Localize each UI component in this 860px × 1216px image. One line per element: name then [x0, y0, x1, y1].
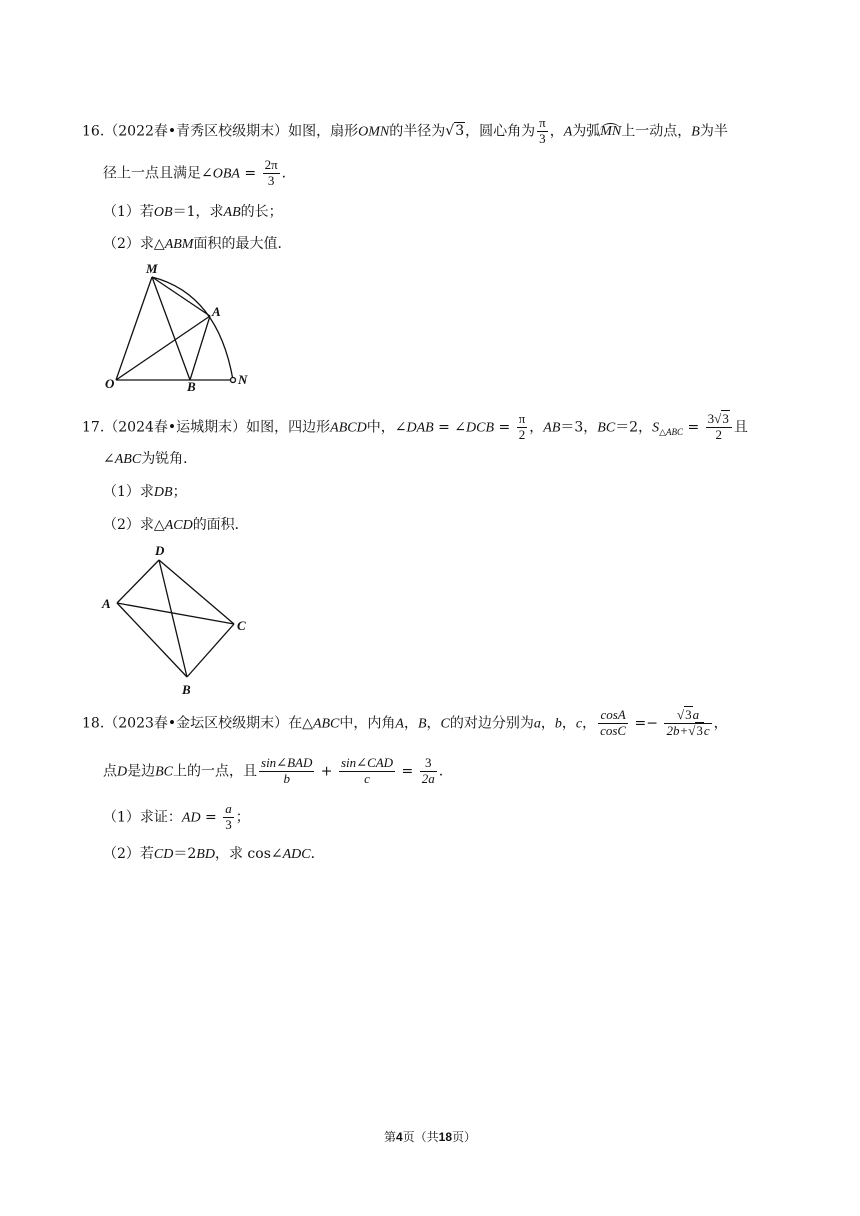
p18-q1: （1）求证：AD = $\frac{a}{3}$ ； [103, 801, 250, 832]
p16-text: 径上一点且满足∠ [103, 165, 213, 182]
p16-var: OMN [358, 124, 390, 140]
label-N: N [238, 372, 248, 387]
segment-OM [116, 277, 152, 380]
p18-source: （2023春•金坛区校级期末） [104, 715, 289, 732]
p17-figure [98, 540, 258, 704]
p18-number: 18. [82, 715, 105, 732]
segment-BA [190, 316, 210, 380]
total-pages: 18 [438, 1130, 453, 1144]
p16-var: B [691, 124, 700, 140]
p17-source: （2024春•运城期末） [104, 419, 247, 436]
point-N [231, 378, 236, 383]
label-M: M [146, 261, 158, 276]
p16-text: 上一动点， [621, 123, 692, 140]
label-O: O [105, 376, 115, 391]
label-A: A [102, 596, 111, 611]
p16-q2: （2）求△ABM面积的最大值． [103, 236, 292, 252]
p17-frac-pi2: $\frac{\pi}{2}$ [518, 411, 526, 442]
p18-frac-sinCAD: $\frac{\text{sin∠CAD}}{c}$ [341, 755, 394, 786]
label-D: D [155, 543, 165, 558]
label-A: A [212, 304, 221, 319]
p16-line2: 径上一点且满足∠OBA = $\frac{2\pi}{3}$ . [103, 157, 287, 188]
p16-text: 的半径为 [389, 123, 446, 140]
p16-text: ， [549, 123, 564, 140]
p17-line2: ∠ABC为锐角． [103, 451, 198, 467]
p16-q1: （1）若OB＝1，求AB的长； [103, 204, 283, 220]
diagonal-DB [159, 560, 187, 677]
p18-line2: 点D是边BC上的一点，且 $\frac{\text{sin∠BAD}}{b}$ + $\frac{\text{sin∠CAD}}{c}$ = $\frac{3}{2a}$ . [103, 755, 444, 786]
page-number: 4 [395, 1130, 403, 1144]
p18-q2: （2）若CD＝2BD，求 cos∠ADC． [103, 846, 325, 862]
p16-text: ，圆心角为 [465, 123, 536, 140]
p17-line1: 17.（2024春•运城期末）如图，四边形ABCD中，∠DAB = ∠DCB = $\frac{\pi}{2}$ ，AB＝3，BC＝2，$S_{\triangle ABC}$ = $\frac{3√3}{2}$ 且 [82, 411, 748, 442]
p17-number: 17. [82, 419, 105, 436]
p18-frac-rhs: $\frac{√3a}{2b+√3c}$ [666, 707, 710, 738]
quadrilateral-diagram [98, 540, 258, 700]
p16-text: 为半 [699, 123, 728, 140]
label-B: B [187, 379, 196, 394]
chord-MA [152, 277, 210, 316]
p18-frac-cos: $\frac{\cos A}{\cos C}$ [600, 707, 627, 738]
p18-frac-3-2a: $\frac{3}{2a}$ [421, 755, 435, 786]
p17-q2: （2）求△ACD的面积． [103, 517, 249, 533]
p17-q1: （1）求DB； [103, 484, 187, 500]
p18-frac-a3: $\frac{a}{3}$ [225, 801, 232, 832]
p16-source: （2022春•青秀区校级期末） [104, 123, 289, 140]
p16-frac-pi3: $\frac{\pi}{3}$ [539, 115, 546, 146]
sector-diagram [100, 260, 260, 394]
p18-frac-sinBAD: $\frac{\text{sin∠BAD}}{b}$ [261, 755, 313, 786]
p16-text: 如图，扇形 [288, 123, 359, 140]
segment-MB [152, 277, 190, 380]
page-footer: 第4页（共18页） [383, 1130, 477, 1144]
p16-text: 为弧 [572, 123, 601, 140]
p16-line1 [82, 116, 728, 147]
p17-frac-area: $\frac{3√3}{2}$ [706, 412, 732, 443]
segment-DC [159, 560, 234, 624]
p16-var: A [563, 124, 573, 140]
label-B: B [182, 682, 191, 697]
label-C: C [237, 618, 246, 633]
p16-frac-2pi3: $\frac{2\pi}{3}$ [264, 157, 278, 188]
p16-figure [100, 260, 260, 394]
segment-AD [117, 560, 159, 603]
p16-number: 16. [82, 123, 105, 140]
p18-line1: 18.（2023春•金坛区校级期末）在△ABC中，内角A，B，C的对边分别为a，b，c， $\frac{\cos A}{\cos C}$ =− $\frac{√3a}{2b+√3c}$ ， [82, 707, 728, 738]
p16-arc: MN [600, 124, 622, 140]
p16-var: OBA [212, 166, 240, 182]
segment-OA [116, 316, 210, 380]
segment-CB [187, 624, 234, 677]
p16-sqrt: √3 [445, 123, 465, 140]
